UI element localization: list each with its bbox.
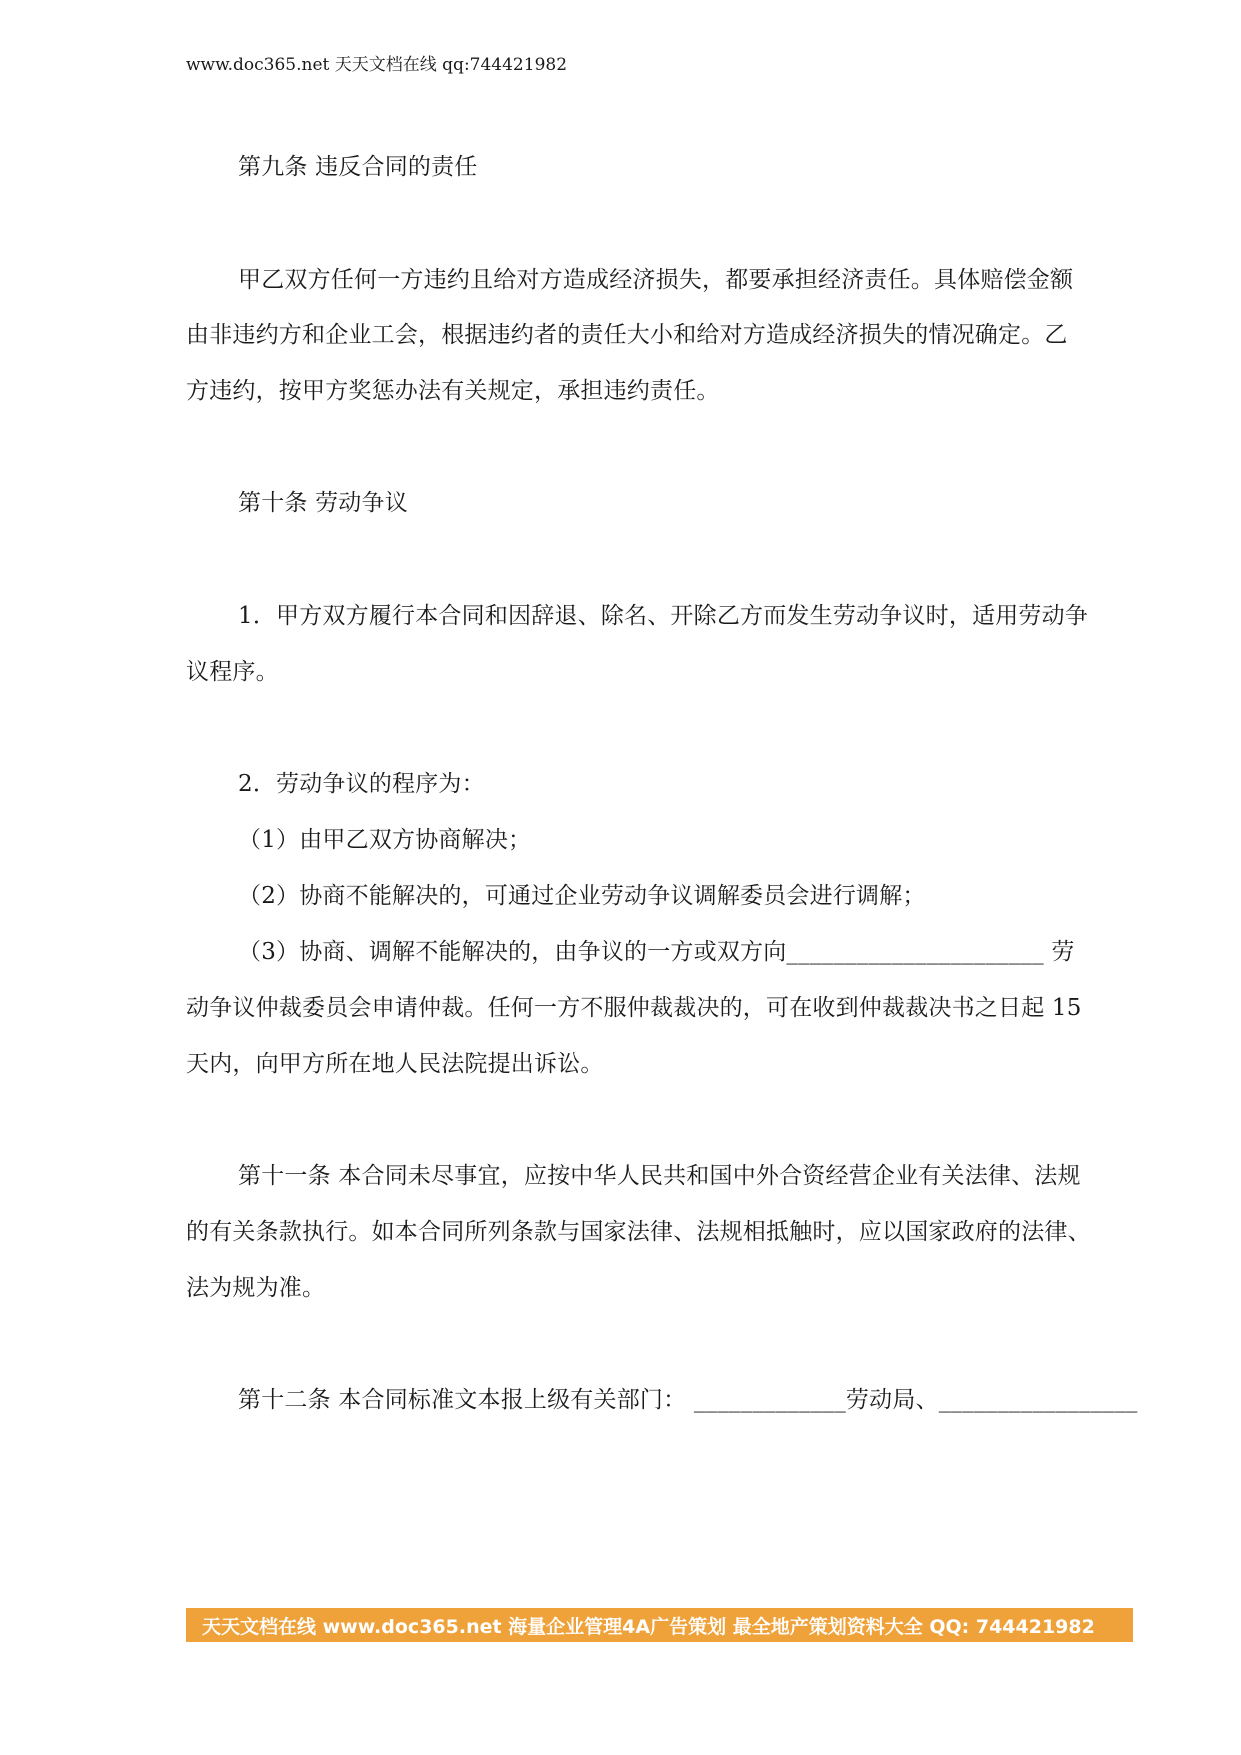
article-9-line-3: 方违约，按甲方奖惩办法有关规定，承担违约责任。 — [186, 378, 720, 404]
page-header: www.doc365.net 天天文档在线 qq:744421982 — [186, 55, 568, 75]
article-10-item-1-line-2: 议程序。 — [186, 659, 279, 685]
article-9-line-1: 甲乙双方任何一方违约且给对方造成经济损失，都要承担经济责任。具体赔偿金额 — [238, 267, 1074, 293]
article-9-line-2: 由非违约方和企业工会，根据违约者的责任大小和给对方造成经济损失的情况确定。乙 — [186, 322, 1068, 348]
article-11-line-3: 法为规为准。 — [186, 1275, 326, 1301]
footer-banner-text: 天天文档在线 www.doc365.net 海量企业管理4A广告策划 最全地产策划资料大全 QQ: 744421982 — [202, 1616, 1095, 1638]
article-10-heading: 第十条 劳动争议 — [238, 490, 408, 516]
procedure-step-3-line-1: （3）协商、调解不能解决的，由争议的一方或双方向______________________ 劳 — [238, 939, 1075, 965]
article-11-line-1: 第十一条 本合同未尽事宜，应按中华人民共和国中外合资经营企业有关法律、法规 — [238, 1163, 1081, 1189]
procedure-step-1: （1）由甲乙双方协商解决； — [238, 827, 532, 853]
article-10-item-2: 2．劳动争议的程序为： — [238, 771, 485, 797]
article-12-line-1: 第十二条 本合同标准文本报上级有关部门： _____________劳动局、_________________ — [238, 1387, 1138, 1413]
procedure-step-3-line-3: 天内，向甲方所在地人民法院提出诉讼。 — [186, 1051, 604, 1077]
procedure-step-2: （2）协商不能解决的，可通过企业劳动争议调解委员会进行调解； — [238, 883, 926, 909]
article-9-heading: 第九条 违反合同的责任 — [238, 154, 478, 180]
footer-banner — [186, 1608, 1133, 1642]
article-10-item-1-line-1: 1．甲方双方履行本合同和因辞退、除名、开除乙方而发生劳动争议时，适用劳动争 — [238, 603, 1089, 629]
article-11-line-2: 的有关条款执行。如本合同所列条款与国家法律、法规相抵触时，应以国家政府的法律、 — [186, 1219, 1091, 1245]
procedure-step-3-line-2: 动争议仲裁委员会申请仲裁。任何一方不服仲裁裁决的，可在收到仲裁裁决书之日起 15 — [186, 995, 1082, 1021]
